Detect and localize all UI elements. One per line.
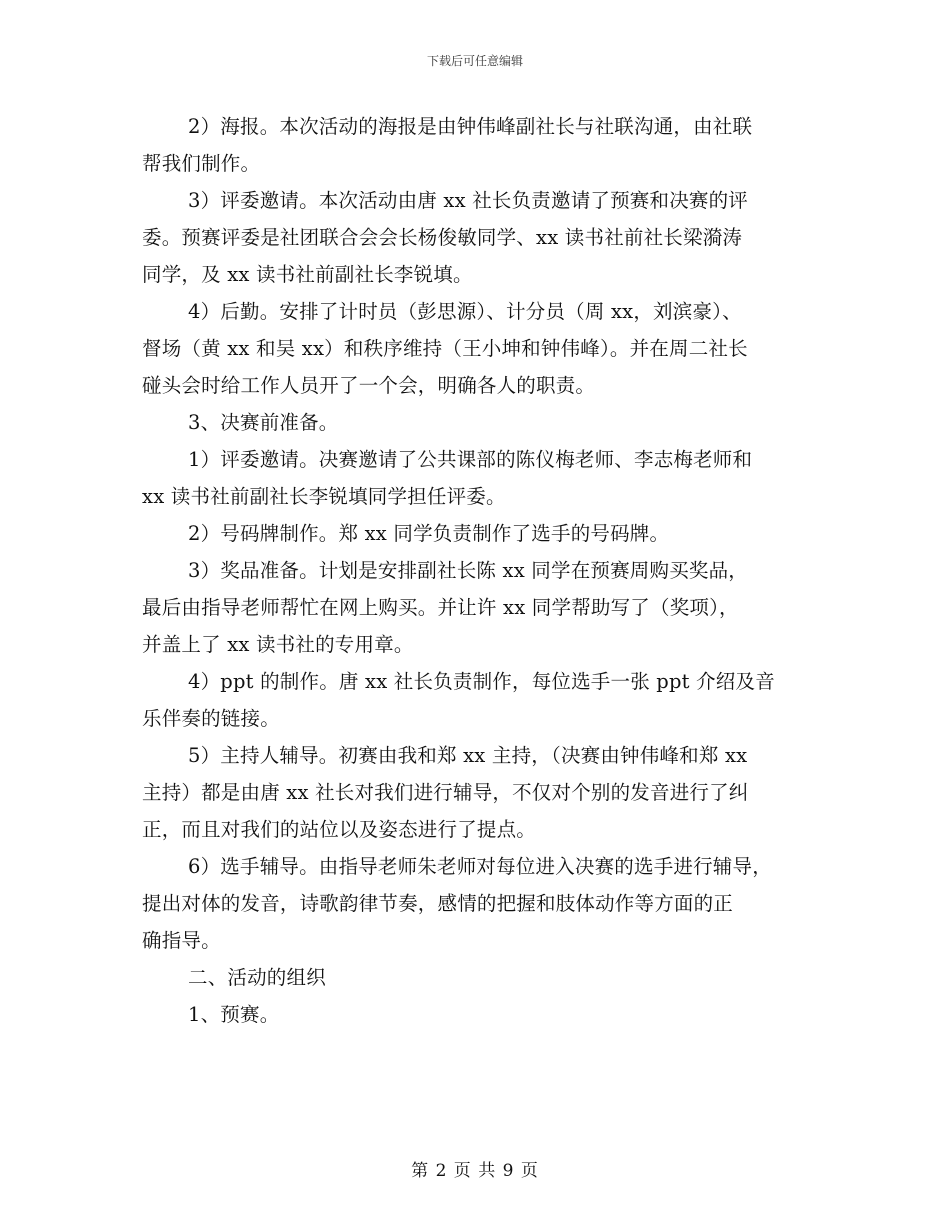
paragraph-line: 乐伴奏的链接。 [142,707,280,730]
paragraph [142,552,818,663]
paragraph-line: 6）选手辅导。由指导老师朱老师对每位进入决赛的选手进行辅导， [188,855,772,878]
paragraph-line: 最后由指导老师帮忙在网上购买。并让许 xx 同学帮助写了（奖项）， [142,596,739,619]
paragraph [142,996,818,1033]
page-number: 第 2 页 共 9 页 [411,1161,539,1181]
paragraph [142,441,818,515]
paragraph-line: 4）ppt 的制作。唐 xx 社长负责制作，每位选手一张 ppt 介绍及音 [188,670,775,693]
paragraph-line: 正，而且对我们的站位以及姿态进行了提点。 [142,818,537,841]
paragraph-line: 同学，及 xx 读书社前副社长李锐填。 [142,263,473,286]
paragraph-line: 并盖上了 xx 读书社的专用章。 [142,633,414,656]
paragraph [142,108,818,182]
paragraph-line: 确指导。 [142,929,221,952]
paragraph [142,737,818,848]
paragraph-line: 帮我们制作。 [142,152,261,175]
paragraph-line: 碰头会时给工作人员开了一个会，明确各人的职责。 [142,374,596,397]
paragraph [142,848,818,959]
paragraph-line: 5）主持人辅导。初赛由我和郑 xx 主持，（决赛由钟伟峰和郑 xx [188,744,748,767]
paragraph [142,663,818,737]
paragraph [142,293,818,404]
paragraph-line: 1、预赛。 [188,1003,280,1026]
paragraph [142,959,818,996]
paragraph-line: 3）评委邀请。本次活动由唐 xx 社长负责邀请了预赛和决赛的评 [188,189,748,212]
paragraph [142,515,818,552]
paragraph [142,182,818,293]
page-header: 下载后可任意编辑 [426,54,523,68]
paragraph-line: 2）号码牌制作。郑 xx 同学负责制作了选手的号码牌。 [188,522,670,545]
paragraph-line: xx 读书社前副社长李锐填同学担任评委。 [142,485,506,508]
paragraph-line: 主持）都是由唐 xx 社长对我们进行辅导，不仅对个别的发音进行了纠 [142,781,749,804]
paragraph [142,404,818,441]
paragraph-line: 3）奖品准备。计划是安排副社长陈 xx 同学在预赛周购买奖品， [188,559,748,582]
paragraph-line: 二、活动的组织 [188,966,326,989]
paragraph-line: 1）评委邀请。决赛邀请了公共课部的陈仪梅老师、李志梅老师和 [188,448,753,471]
paragraph-line: 提出对体的发音，诗歌韵律节奏，感情的把握和肢体动作等方面的正 [142,892,734,915]
paragraph-line: 3、决赛前准备。 [188,411,339,434]
document-body [142,108,818,1033]
paragraph-line: 4）后勤。安排了计时员（彭思源）、计分员（周 xx，刘滨豪）、 [188,300,742,323]
paragraph-line: 2）海报。本次活动的海报是由钟伟峰副社长与社联沟通，由社联 [188,115,753,138]
paragraph-line: 委。预赛评委是社团联合会会长杨俊敏同学、xx 读书社前社长梁漪涛 [142,226,743,249]
paragraph-line: 督场（黄 xx 和吴 xx）和秩序维持（王小坤和钟伟峰）。并在周二社长 [142,337,748,360]
